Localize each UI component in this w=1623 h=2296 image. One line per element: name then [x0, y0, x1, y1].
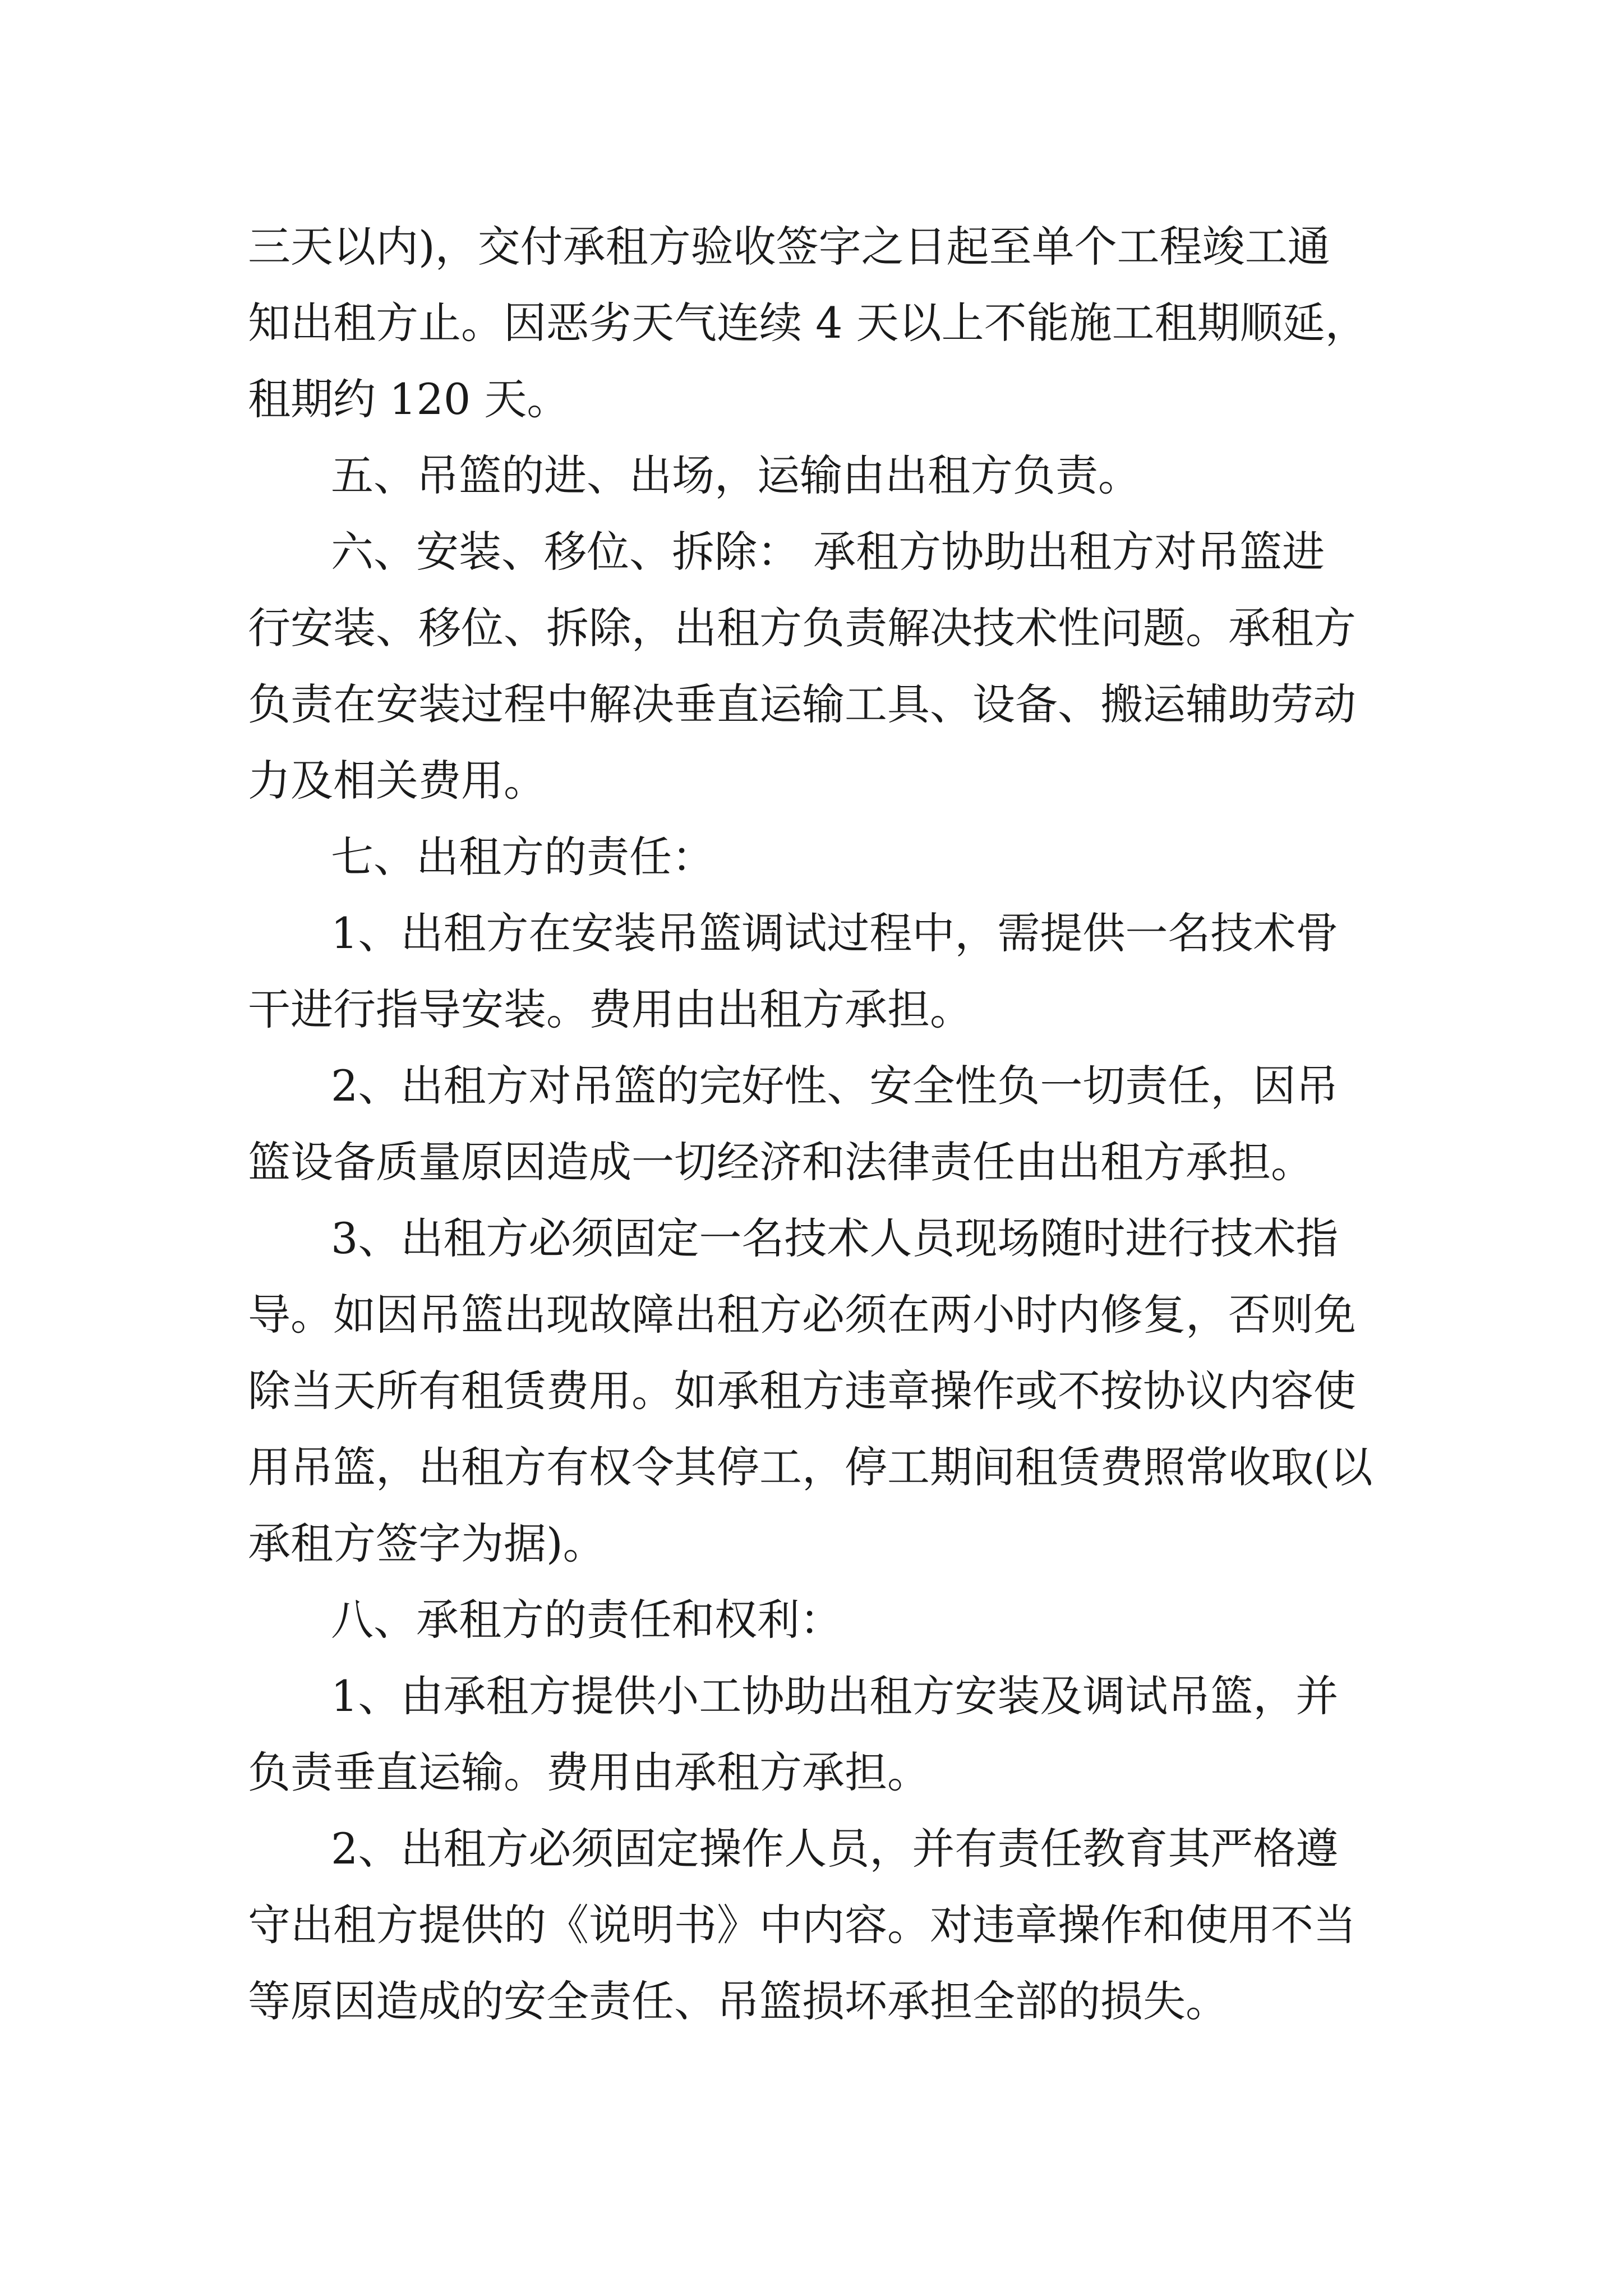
text-line: 力及相关费用。 — [248, 756, 546, 806]
list-item: 2、出租方必须固定操作人员，并有责任教育其严格遵 — [331, 1824, 1339, 1874]
text-line: 行安装、移位、拆除，出租方负责解决技术性问题。承租方 — [248, 603, 1356, 653]
section-heading: 八、承租方的责任和权利： — [331, 1595, 842, 1645]
section-heading: 七、出租方的责任： — [331, 832, 714, 882]
text-line: 干进行指导安装。费用由出租方承担。 — [248, 984, 972, 1034]
text-line: 导。如因吊篮出现故障出租方必须在两小时内修复，否则免 — [248, 1290, 1356, 1340]
section-heading: 六、安装、移位、拆除： 承租方协助出租方对吊篮进 — [331, 527, 1325, 577]
text-line: 租期约 120 天。 — [248, 374, 570, 424]
list-item: 1、出租方在安装吊篮调试过程中，需提供一名技术骨 — [331, 908, 1339, 958]
text-line: 知出租方止。因恶劣天气连续 4 天以上不能施工租期顺延， — [248, 298, 1368, 348]
text-line: 负责在安装过程中解决垂直运输工具、设备、搬运辅助劳动 — [248, 679, 1356, 729]
list-item: 2、出租方对吊篮的完好性、安全性负一切责任，因吊 — [331, 1061, 1339, 1111]
text-line: 承租方签字为据)。 — [248, 1519, 606, 1568]
section-heading: 五、吊篮的进、出场，运输由出租方负责。 — [331, 450, 1141, 500]
list-item: 1、由承租方提供小工协助出租方安装及调试吊篮，并 — [331, 1671, 1339, 1721]
text-line: 用吊篮，出租方有权令其停工，停工期间租赁费照常收取(以 — [248, 1442, 1373, 1492]
text-line: 篮设备质量原因造成一切经济和法律责任由出租方承担。 — [248, 1137, 1313, 1187]
text-line: 等原因造成的安全责任、吊篮损坏承担全部的损失。 — [248, 1976, 1228, 2026]
list-item: 3、出租方必须固定一名技术人员现场随时进行技术指 — [331, 1213, 1339, 1263]
text-line: 三天以内)，交付承租方验收签字之日起至单个工程竣工通 — [248, 222, 1330, 272]
text-line: 守出租方提供的《说明书》中内容。对违章操作和使用不当 — [248, 1900, 1356, 1950]
text-line: 负责垂直运输。费用由承租方承担。 — [248, 1747, 930, 1797]
text-line: 除当天所有租赁费用。如承租方违章操作或不按协议内容使 — [248, 1366, 1356, 1416]
